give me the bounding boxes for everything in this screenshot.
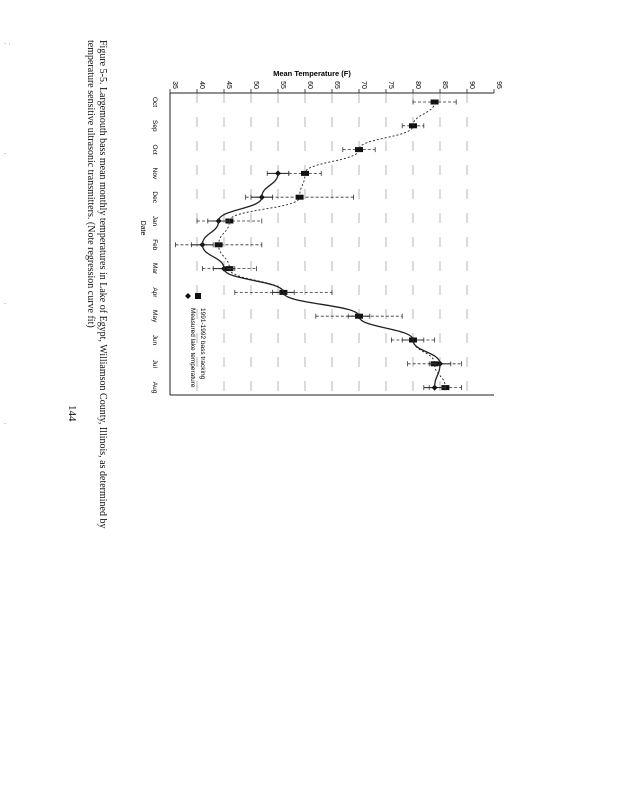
scan-edge-mark: · [4,420,7,428]
temperature-chart [139,69,502,395]
lake-temperature-line [202,173,440,387]
date-tick-label: Sep [151,120,158,132]
date-tick-label: Oct [151,144,158,155]
date-tick-label: Dec [151,191,158,203]
temp-tick-label: 75 [387,81,394,89]
temp-tick-label: 80 [414,81,421,89]
temp-tick-label: 45 [225,81,232,89]
date-tick-label: Jul [151,359,158,368]
temp-tick-label: 95 [495,81,502,89]
figure-caption-line-1: Figure 5-5. Largemouth bass mean monthly temperatures in Lake of Egypt, Williamson County, Illinois, as determined by [97,40,108,529]
legend-tracking-swatch [195,293,201,299]
legend-label: 1991-1992 bass tracking [199,308,206,380]
temp-tick-label: 60 [306,81,313,89]
date-tick-label: Apr [151,287,158,298]
temp-tick-label: 40 [198,81,205,89]
temp-tick-label: 50 [252,81,259,89]
date-tick-label: Nov [151,167,158,180]
temp-axis-title: Mean Temperature (F) [273,69,351,78]
temp-tick-label: 55 [279,81,286,89]
legend-label: Measured lake temperature [189,308,196,388]
temp-tick-label: 85 [441,81,448,89]
page-number: 144 [66,405,78,422]
scan-edge-mark: · [4,150,7,158]
legend-lake-swatch [185,293,191,299]
date-tick-label: Oct [151,96,158,108]
date-tick-label: May [151,310,158,323]
date-tick-label: Mar [151,262,158,275]
date-axis-title: Date [139,220,146,236]
date-tick-label: Feb [151,239,158,251]
scan-edge-mark: · [4,300,7,308]
temp-tick-label: 35 [171,81,178,89]
date-tick-label: Aug [151,381,158,394]
date-tick-label: Jan [151,215,158,227]
temp-tick-label: 90 [468,81,475,89]
figure-caption-line-2: temperature sensitive ultrasonic transmitters. (Note regression curve fit) [85,40,96,328]
temp-tick-label: 70 [360,81,367,89]
temp-tick-label: 65 [333,81,340,89]
scan-edge-mark: · · [4,40,11,48]
date-tick-label: Jun [151,334,158,346]
